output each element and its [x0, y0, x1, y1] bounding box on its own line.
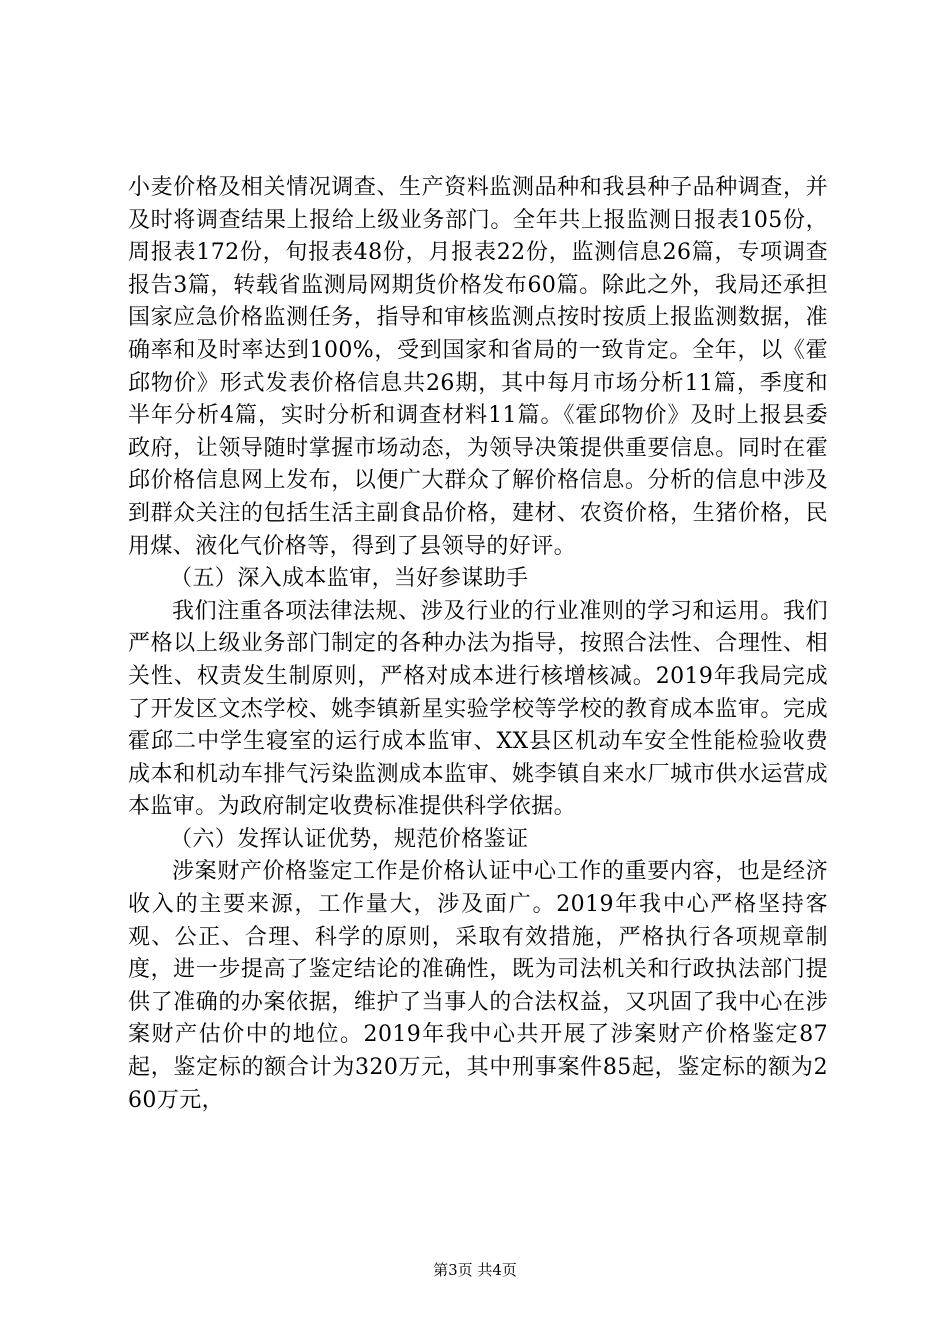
- page-number-footer: 第3页 共4页: [433, 1261, 517, 1279]
- paragraph-cost-audit: 我们注重各项法律法规、涉及行业的行业准则的学习和运用。我们严格以上级业务部门制定的各种办法为指导，按照合法性、合理性、相关性、权责发生制原则，严格对成本进行核增核减。2019年我局完成了开发区文杰学校、姚李镇新星实验学校等学校的教育成本监审。完成霍邱二中学生寝室的运行成本监审、XX县区机动车安全性能检验收费成本和机动车排气污染监测成本监审、姚李镇自来水厂城市供水运营成本监审。为政府制定收费标准提供科学依据。: [128, 598, 828, 820]
- section-heading-cost-audit: （五）深入成本监审，当好参谋助手: [170, 566, 529, 592]
- document-body: [128, 172, 828, 1117]
- section-heading-price-appraisal: （六）发挥认证优势，规范价格鉴证: [170, 826, 529, 852]
- paragraph-price-monitoring: 小麦价格及相关情况调查、生产资料监测品种和我县种子品种调查，并及时将调查结果上报给上级业务部门。全年共上报监测日报表105份，周报表172份，旬报表48份，月报表22份，监测信息26篇，专项调查报告3篇，转载省监测局网期货价格发布60篇。除此之外，我局还承担国家应急价格监测任务，指导和审核监测点按时按质上报监测数据，准确率和及时率达到100%，受到国家和省局的一致肯定。全年，以《霍邱物价》形式发表价格信息共26期，其中每月市场分析11篇，季度和半年分析4篇，实时分析和调查材料11篇。《霍邱物价》及时上报县委政府，让领导随时掌握市场动态，为领导决策提供重要信息。同时在霍邱价格信息网上发布，以便广大群众了解价格信息。分析的信息中涉及到群众关注的包括生活主副食品价格，建材、农资价格，生猪价格，民用煤、液化气价格等，得到了县领导的好评。: [128, 175, 828, 559]
- paragraph-price-appraisal: 涉案财产价格鉴定工作是价格认证中心工作的重要内容，也是经济收入的主要来源，工作量大，涉及面广。2019年我中心严格坚持客观、公正、合理、科学的原则，采取有效措施，严格执行各项规章制度，进一步提高了鉴定结论的准确性，既为司法机关和行政执法部门提供了准确的办案依据，维护了当事人的合法权益，又巩固了我中心在涉案财产估价中的地位。2019年我中心共开展了涉案财产价格鉴定87起，鉴定标的额合计为320万元，其中刑事案件85起，鉴定标的额为260万元，: [128, 859, 828, 1113]
